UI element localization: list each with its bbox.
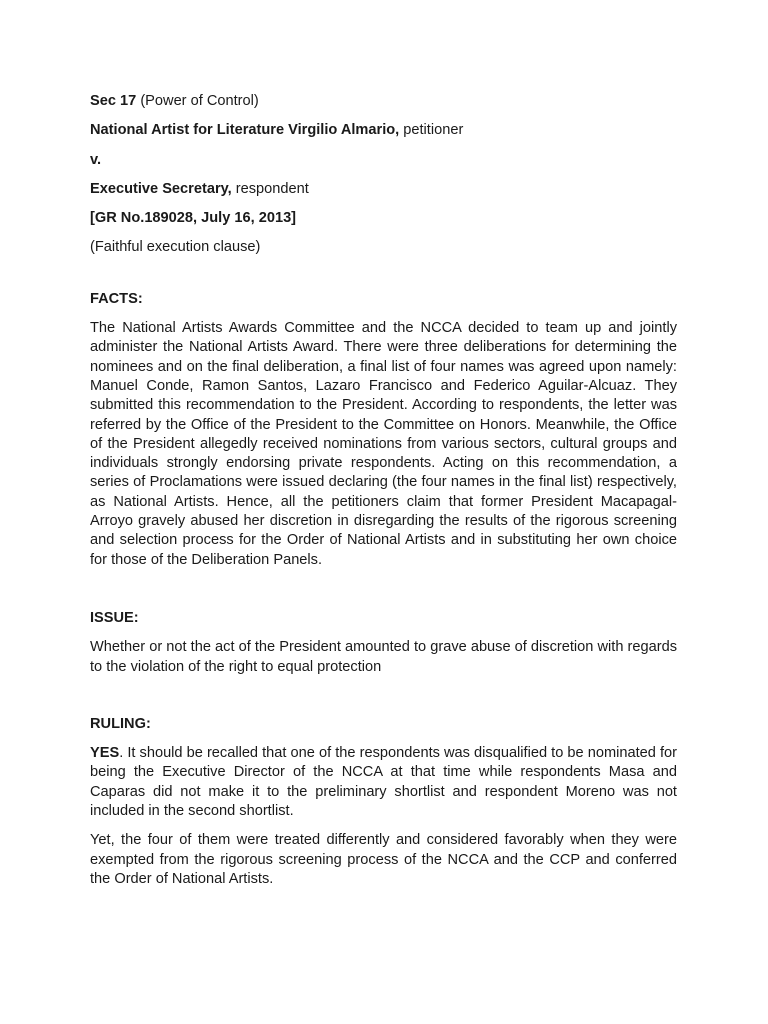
gr-number: [GR No.189028, July 16, 2013] [90, 210, 297, 227]
petitioner-line [90, 121, 677, 140]
ruling-answer: YES [90, 745, 120, 762]
ruling-paragraph-2: Yet, the four of them were treated differently and considered favorably when they were exempted from the rigorous screening process of the NCCA and the CCP and conferred the Order of National Artists. [90, 832, 677, 887]
issue-heading: ISSUE: [90, 609, 139, 626]
section-number: Sec 17 [90, 93, 137, 109]
petitioner-name: National Artist for Literature Virgilio Almario, [90, 122, 400, 139]
respondent-line [90, 180, 677, 199]
respondent-name: Executive Secretary, [90, 180, 232, 197]
case-number [90, 209, 677, 228]
respondent-role: respondent [231, 180, 309, 197]
ruling-paragraph-1-text: . It should be recalled that one of the respondents was disqualified to be nominated for being the Executive Director of the NCCA at that time while respondents Masa and Caparas did not make it to the preliminary shortlist and respondent Moreno was not included in the second shortlist. [90, 745, 677, 820]
versus-text: v. [90, 151, 102, 168]
ruling-heading: RULING: [90, 715, 151, 732]
section-reference [90, 92, 677, 111]
facts-body: The National Artists Awards Committee and the NCCA decided to team up and jointly administer the National Artists Award. There were three deliberations for determining the nominees and on the final deliberation, a final list of four names was agreed upon namely: Manuel Conde, Ramon Santos, Lazaro Francisco and Federico Aguilar-Alcuaz. They submitted this recommendation to the President. According to respondents, the letter was referred by the Office of the President to the Committee on Honors. Meanwhile, the Office of the President allegedly received nominations from various sectors, cultural groups and individuals strongly endorsing private respondents. Acting on this recommendation, a series of Proclamations were issued declaring (the four names in the final list) respectively, as National Artists. Hence, all the petitioners claim that former President Macapagal-Arroyo gravely abused her discretion in disregarding the results of the rigorous screening and selection process for the Order of National Artists and in substituting her own choice for those of the Deliberation Panels. [90, 320, 677, 568]
facts-heading: FACTS: [90, 290, 143, 307]
clause-note: (Faithful execution clause) [90, 239, 261, 256]
section-topic: (Power of Control) [136, 93, 259, 109]
petitioner-role: petitioner [399, 122, 464, 139]
document-page [90, 92, 677, 889]
issue-body: Whether or not the act of the President amounted to grave abuse of discretion with regards to the violation of the right to equal protection [90, 639, 677, 675]
versus-line [90, 151, 677, 170]
ruling-paragraph-1 [90, 744, 677, 821]
